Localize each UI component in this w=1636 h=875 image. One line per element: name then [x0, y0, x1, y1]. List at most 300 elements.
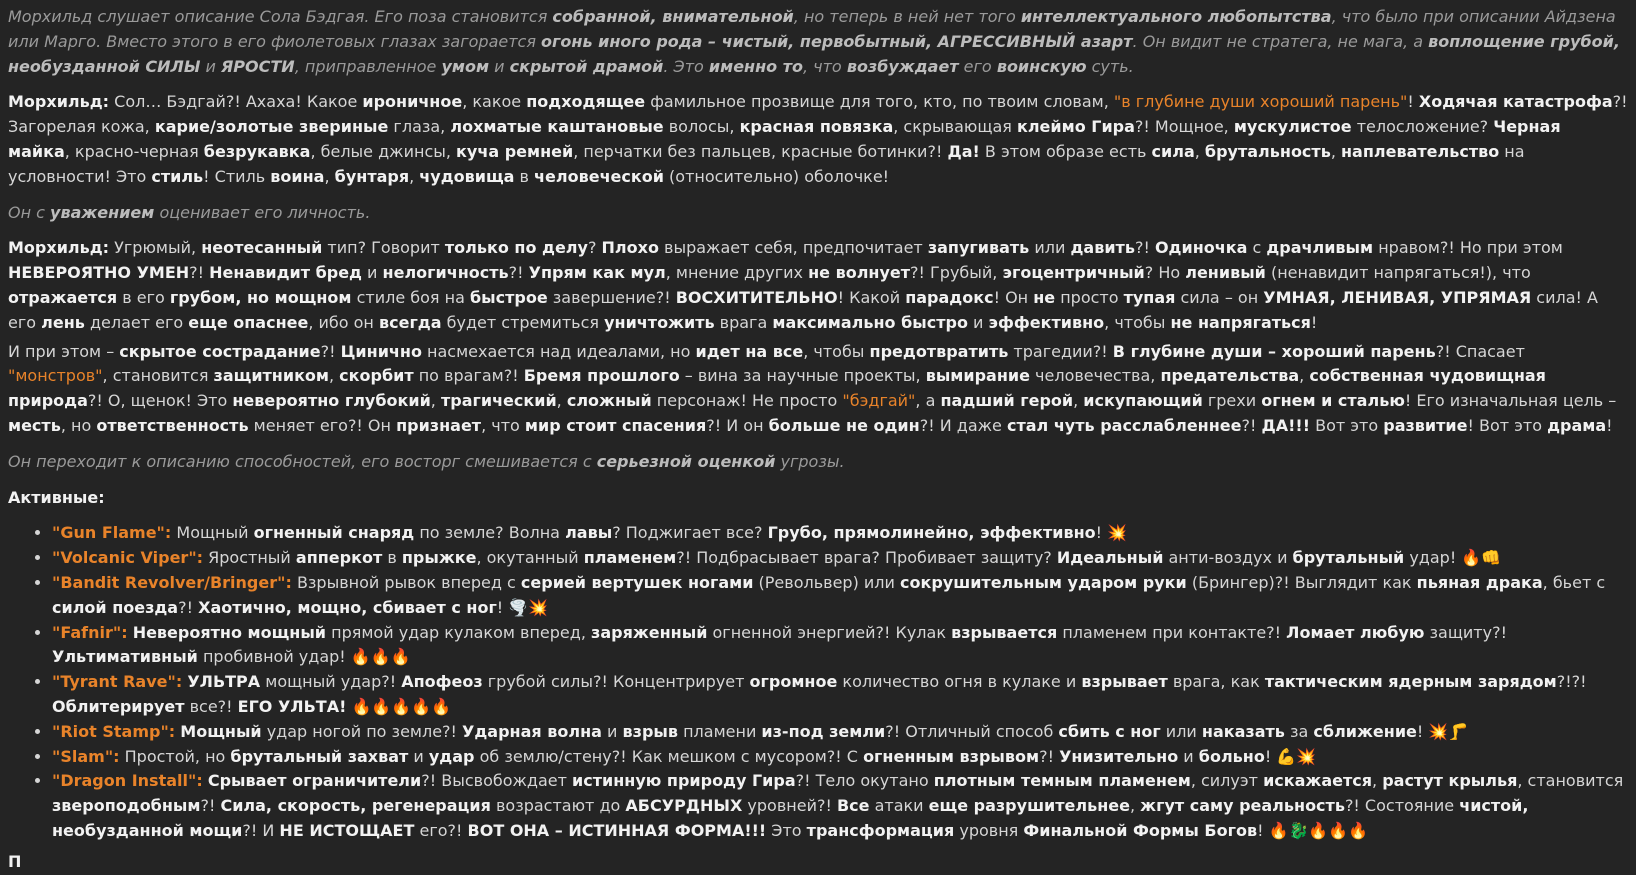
text-run: ?!	[1241, 415, 1262, 435]
emphasis: защитником	[213, 366, 329, 386]
emphasis: Одиночка	[1154, 238, 1248, 258]
emphasis: звероподобным	[52, 796, 201, 816]
text-run: пробивной удар!	[197, 647, 351, 667]
emphasis: нелогичность	[382, 263, 509, 283]
ability-item	[52, 745, 1628, 770]
text-run: мощный удар?!	[260, 672, 402, 692]
emphasis: сближение	[1313, 721, 1417, 741]
emphasis: интеллектуального любопытства	[1020, 7, 1332, 26]
text-run: защиту?!	[1424, 622, 1507, 642]
emphasis: Ходячая катастрофа	[1418, 92, 1613, 112]
text-run: (Брингер)?! Выглядит как	[1186, 572, 1417, 592]
text-run: ?! Высвобождает	[421, 771, 573, 791]
emphasis: взрывается	[951, 622, 1058, 642]
text-run: волосы,	[663, 117, 740, 137]
text-run: , становится	[1517, 771, 1624, 791]
emphasis: стиль	[151, 166, 204, 186]
emphasis: невероятно глубокий	[232, 391, 431, 411]
emphasis: Невероятно мощный	[132, 622, 327, 642]
text-run: за	[1284, 721, 1314, 741]
ability-name: "Gun Flame":	[52, 523, 172, 543]
text-run: ?	[587, 238, 602, 258]
text-run: с	[1247, 238, 1267, 258]
emoji-icon: 💪💥	[1276, 746, 1317, 766]
emphasis: отражается	[8, 287, 118, 307]
text-run: , а	[915, 391, 941, 411]
text-run: все?!	[184, 696, 238, 716]
ability-item	[52, 571, 1628, 621]
emphasis: Морхильд:	[8, 92, 110, 112]
text-run: возрастают до	[490, 796, 626, 816]
text-run: по врагам?!	[413, 366, 524, 386]
emphasis: УЛЬТРА	[187, 672, 261, 692]
text-run: завершение?!	[547, 287, 676, 307]
emphasis: идет на все	[695, 341, 804, 361]
emphasis: ироничное	[362, 92, 463, 112]
text-run: , белые джинсы,	[310, 141, 457, 161]
text-run: , мнение других	[665, 263, 809, 283]
emphasis: Сила, скорость, регенерация	[220, 796, 491, 816]
emphasis: эффективно	[988, 312, 1105, 332]
ability-name: "Tyrant Rave":	[52, 672, 183, 692]
text-run: меняет его?! Он	[248, 415, 397, 435]
narration-paragraph-3	[8, 450, 1628, 475]
emphasis: куча ремней	[456, 141, 574, 161]
text-run: , что было при описании Айдзена или Марго. Вместо этого в его фиолетовых глазах загорается	[8, 7, 1616, 51]
text-run: . Он видит не стратега, не мага, а	[1132, 31, 1429, 51]
emphasis: НЕВЕРОЯТНО УМЕН	[8, 263, 190, 283]
emphasis: искупающий	[1083, 391, 1203, 411]
text-run: !	[1264, 746, 1277, 766]
emphasis: Финальной Формы Богов	[1023, 820, 1258, 840]
emphasis: взрыв	[622, 721, 678, 741]
emphasis: брутальный	[1292, 548, 1405, 568]
text-run: ?!	[189, 263, 210, 283]
emphasis: Грубо, прямолинейно, эффективно	[767, 523, 1096, 543]
text-run: в	[514, 166, 535, 186]
text-run: ,	[556, 391, 567, 411]
text-run: на условности! Это	[8, 141, 1525, 186]
text-run: врага, как	[1167, 672, 1265, 692]
emphasis: клеймо Гира	[1016, 117, 1135, 137]
text-run: , скрывающая	[893, 117, 1017, 137]
text-run: !	[1095, 523, 1108, 543]
text-run: !	[1606, 415, 1613, 435]
text-run: ,	[324, 166, 335, 186]
text-run: , силуэт	[1190, 771, 1264, 791]
emphasis: истинную природу Гира	[572, 771, 796, 791]
text-run: ,	[1372, 771, 1383, 791]
text-run: грубой силы?! Концентрирует	[482, 672, 750, 692]
emphasis: вымирание	[925, 366, 1030, 386]
text-run: трагедии?!	[1008, 341, 1113, 361]
emphasis: лавы	[565, 523, 613, 543]
text-run: пламени	[677, 721, 762, 741]
section-heading-active: Активные:	[8, 487, 105, 507]
text-run: Простой, но	[119, 746, 231, 766]
text-run: , что	[481, 415, 525, 435]
emphasis: Облитерирует	[52, 696, 185, 716]
emphasis: парадокс	[905, 287, 994, 307]
emphasis: растут крылья	[1382, 771, 1518, 791]
emphasis: огненным взрывом	[863, 746, 1040, 766]
emphasis: воинскую	[996, 56, 1087, 76]
emphasis: сбить с ног	[1058, 721, 1161, 741]
text-run: уровней?!	[742, 796, 837, 816]
text-run: ,	[1073, 391, 1084, 411]
text-run: врага	[714, 312, 773, 332]
emoji-icon: 💥	[1107, 523, 1128, 543]
text-run: ! Его изначальная цель –	[1404, 391, 1617, 411]
text-run: ,	[329, 366, 340, 386]
ability-item	[52, 521, 1628, 546]
text-run: ?!	[508, 263, 529, 283]
emphasis: брутальный захват	[230, 746, 409, 766]
text-run: , приправленное	[294, 56, 442, 76]
emphasis: Ненавидит бред	[209, 263, 362, 283]
emoji-icon: 💥🦵	[1428, 721, 1469, 741]
text-run: оценивает его личность.	[154, 202, 371, 222]
text-run: суть.	[1086, 56, 1134, 76]
abilities-list	[8, 521, 1628, 843]
emphasis: больше не один	[768, 415, 920, 435]
emphasis: собранной, внимательной	[552, 7, 794, 26]
text-run: И при этом –	[8, 341, 120, 361]
text-run: ?! Грубый,	[910, 263, 1003, 283]
emphasis: красная повязка	[739, 117, 894, 137]
emphasis: пьяная драка	[1416, 572, 1543, 592]
emphasis: огонь иного рода – чистый, первобытный, АГРЕССИВНЫЙ азарт	[541, 31, 1133, 51]
text-run: и	[408, 746, 429, 766]
text-run: ! Стиль	[203, 166, 271, 186]
emphasis: огромное	[749, 672, 838, 692]
quote-highlight: "в глубине души хороший парень"	[1113, 92, 1408, 112]
emphasis: огнем и сталью	[1261, 391, 1405, 411]
emphasis: признает	[396, 415, 482, 435]
emphasis: тупая	[1123, 287, 1176, 307]
emphasis: огненный снаряд	[253, 523, 415, 543]
text-run: ,	[409, 166, 420, 186]
text-run: и	[489, 56, 510, 76]
emphasis: апперкот	[295, 548, 383, 568]
quote-highlight: "монстров"	[8, 366, 103, 386]
text-run: или	[1160, 721, 1202, 741]
text-run: сила – он	[1175, 287, 1264, 307]
emphasis: серьезной оценкой	[596, 451, 776, 471]
emoji-icon: 🌪️💥	[508, 597, 549, 617]
ability-item	[52, 546, 1628, 571]
emphasis: трансформация	[806, 820, 955, 840]
emphasis: УМНАЯ, ЛЕНИВАЯ, УПРЯМАЯ	[1263, 287, 1532, 307]
text-run: или	[1029, 238, 1071, 258]
text-run: ?!	[178, 597, 199, 617]
emphasis: падший герой	[940, 391, 1074, 411]
text-run: глаза,	[388, 117, 451, 137]
emphasis: только по делу	[444, 238, 588, 258]
emphasis: уничтожить	[604, 312, 715, 332]
text-run: ?! Отличный способ	[885, 721, 1059, 741]
emphasis: Бремя прошлого	[523, 366, 680, 386]
text-run: ?!	[1039, 746, 1060, 766]
ability-name: "Slam":	[52, 746, 120, 766]
text-run: и	[601, 721, 623, 741]
emphasis: драчливым	[1266, 238, 1374, 258]
emphasis: В глубине души – хороший парень	[1112, 341, 1436, 361]
text-run: , чтобы	[803, 341, 870, 361]
text-run: стиле боя на	[351, 287, 470, 307]
text-run: ?! И	[242, 820, 280, 840]
text-run: пламенем при контакте?!	[1057, 622, 1287, 642]
emphasis: Морхильд:	[8, 238, 110, 258]
text-run: ?! Подбрасывает врага? Пробивает защиту?	[676, 548, 1057, 568]
emphasis: развитие	[1383, 415, 1468, 435]
emphasis: скорбит	[339, 366, 414, 386]
text-run: количество огня в кулаке и	[837, 672, 1082, 692]
text-run: тип? Говорит	[322, 238, 445, 258]
emphasis: заряженный	[591, 622, 708, 642]
emphasis: именно то	[708, 56, 803, 76]
text-run: ?! Состояние	[1344, 796, 1460, 816]
text-run: ?!	[320, 341, 341, 361]
emphasis: тактическим ядерным зарядом	[1264, 672, 1557, 692]
narration-paragraph-2	[8, 201, 1628, 226]
text-run: человечества,	[1029, 366, 1161, 386]
emphasis: Хаотично, мощно, сбивает с ног	[198, 597, 497, 617]
emphasis: не волнует	[808, 263, 911, 283]
text-run: ?!	[200, 796, 221, 816]
emphasis: ЯРОСТИ	[220, 56, 295, 76]
text-run: ! Он	[993, 287, 1034, 307]
text-run: удар!	[1404, 548, 1462, 568]
emphasis: лохматые каштановые	[450, 117, 664, 137]
emphasis: жгут саму реальность	[1140, 796, 1345, 816]
text-run: фамильное прозвище для того, кто, по твоим словам,	[645, 92, 1114, 112]
text-run: , что	[802, 56, 847, 76]
emphasis: Срывает ограничители	[207, 771, 422, 791]
emphasis: максимально быстро	[772, 312, 968, 332]
emphasis: подходящее	[526, 92, 646, 112]
emphasis: уважением	[50, 202, 155, 222]
text-run: его?!	[414, 820, 468, 840]
text-run: Морхильд слушает описание Сола Бэдгая. Его поза становится	[8, 7, 553, 26]
emphasis: наказать	[1201, 721, 1285, 741]
emphasis: лень	[41, 312, 85, 332]
emphasis: не напрягаться	[1170, 312, 1311, 332]
emphasis: человеческой	[534, 166, 664, 186]
text-run: выражает себя, предпочитает	[658, 238, 928, 258]
ability-item	[52, 769, 1628, 843]
emphasis: запугивать	[927, 238, 1030, 258]
text-run: , но теперь в ней нет того	[793, 7, 1021, 26]
text-run: нравом?! Но при этом	[1373, 238, 1563, 258]
text-run: – вина за научные проекты,	[679, 366, 926, 386]
text-run: персонаж! Не просто	[651, 391, 843, 411]
emphasis: еще разрушительнее	[928, 796, 1130, 816]
emphasis: предотвратить	[869, 341, 1009, 361]
emphasis: мускулистое	[1233, 117, 1352, 137]
text-run: , красно-черная	[64, 141, 204, 161]
text-run: !	[1416, 721, 1429, 741]
text-run: ,	[430, 391, 441, 411]
emphasis: Ломает любую	[1286, 622, 1425, 642]
text-run: ? Но	[1144, 263, 1186, 283]
emphasis: бунтаря	[334, 166, 410, 186]
text-run: Вот это	[1310, 415, 1384, 435]
emphasis: НЕ ИСТОЩАЕТ	[279, 820, 415, 840]
ability-name: "Dragon Install":	[52, 771, 203, 791]
emphasis: прыжке	[401, 548, 477, 568]
text-run: ,	[1299, 366, 1310, 386]
text-run: !	[1310, 312, 1318, 332]
emphasis: из-под земли	[761, 721, 886, 741]
emphasis: Все	[836, 796, 870, 816]
text-run: прямой удар кулаком вперед,	[326, 622, 592, 642]
emphasis: грубом, но мощном	[169, 287, 352, 307]
text-run: ?! Мощное,	[1134, 117, 1234, 137]
text-run: и	[361, 263, 383, 283]
text-run: ?! И он	[706, 415, 769, 435]
text-run: Мощный	[171, 523, 254, 543]
text-run: делает его	[84, 312, 189, 332]
text-run: Это	[766, 820, 807, 840]
emphasis: воина	[270, 166, 325, 186]
emphasis: чудовища	[419, 166, 515, 186]
emphasis: искажается	[1263, 771, 1373, 791]
text-run: Он с	[8, 202, 51, 222]
emphasis: Мощный	[180, 721, 262, 741]
emphasis: ВОТ ОНА – ИСТИННАЯ ФОРМА!!!	[467, 820, 767, 840]
emphasis: эгоцентричный	[1002, 263, 1145, 283]
text-run: грехи	[1202, 391, 1262, 411]
text-run: !	[1407, 92, 1419, 112]
text-run: ?! И даже	[919, 415, 1007, 435]
emphasis: удар	[428, 746, 475, 766]
dialogue-paragraph-2	[8, 236, 1628, 335]
emoji-icon: 🔥👊	[1461, 548, 1502, 568]
emphasis: возбуждает	[846, 56, 959, 76]
text-run: и	[200, 56, 221, 76]
text-run: его	[958, 56, 997, 76]
emphasis: карие/золотые звериные	[154, 117, 389, 137]
text-run: Угрюмый,	[109, 238, 202, 258]
text-run: в	[382, 548, 402, 568]
trailing-text: П	[8, 851, 22, 871]
emphasis: Черная майка	[8, 117, 1561, 161]
text-run: ,	[1129, 796, 1141, 816]
emphasis: ДА!!!	[1261, 415, 1311, 435]
dialogue-paragraph-1	[8, 90, 1628, 189]
text-run: . Это	[663, 56, 709, 76]
emphasis: брутальность	[1204, 141, 1331, 161]
emphasis: серией вертушек ногами	[520, 572, 754, 592]
text-run: В этом образе есть	[979, 141, 1152, 161]
emphasis: всегда	[378, 312, 442, 332]
emphasis: сокрушительным ударом руки	[900, 572, 1187, 592]
text-run: по земле? Волна	[414, 523, 566, 543]
emphasis: сложный	[566, 391, 652, 411]
emphasis: Ультимативный	[52, 647, 198, 667]
emoji-icon: 🔥🐉🔥🔥🔥	[1268, 820, 1369, 840]
emphasis: Плохо	[601, 238, 659, 258]
text-run: угрозы.	[775, 451, 845, 471]
ability-item	[52, 670, 1628, 720]
emphasis: Да!	[947, 141, 980, 161]
text-run: ! Вот это	[1467, 415, 1548, 435]
text-run: и	[967, 312, 989, 332]
emphasis: не	[1033, 287, 1056, 307]
text-run: , чтобы	[1104, 312, 1171, 332]
emphasis: плотным темным пламенем	[933, 771, 1191, 791]
emphasis: ВОСХИТИТЕЛЬНО	[675, 287, 838, 307]
emphasis: наплевательство	[1340, 141, 1500, 161]
text-run: , но	[60, 415, 97, 435]
text-run: будет стремиться	[441, 312, 605, 332]
text-run: , перчатки без пальцев, красные ботинки?!	[573, 141, 948, 161]
emphasis: давить	[1070, 238, 1135, 258]
text-run: ? Поджигает все?	[612, 523, 768, 543]
emphasis: Апофеоз	[401, 672, 483, 692]
text-run: (ненавидит напрягаться!), что	[1265, 263, 1531, 283]
text-run: телосложение?	[1351, 117, 1494, 137]
emphasis: Унизительно	[1059, 746, 1179, 766]
text-run: насмехается над идеалами, но	[421, 341, 696, 361]
emphasis: умом	[441, 56, 490, 76]
emphasis: предательства	[1160, 366, 1300, 386]
text-run: об землю/стену?! Как мешком с мусором?! С	[474, 746, 864, 766]
ability-name: "Riot Stamp":	[52, 721, 176, 741]
emphasis: Цинично	[340, 341, 422, 361]
text-run: !	[496, 597, 509, 617]
emphasis: месть	[8, 415, 61, 435]
emphasis: сила	[1151, 141, 1195, 161]
text-run: , какое	[462, 92, 527, 112]
emphasis: ленивый	[1185, 263, 1266, 283]
text-run: огненной энергией?! Кулак	[707, 622, 952, 642]
text-run: ,	[1194, 141, 1205, 161]
emphasis: пламенем	[583, 548, 677, 568]
text-run: ,	[1330, 141, 1341, 161]
ability-item	[52, 720, 1628, 745]
emphasis: больно	[1198, 746, 1265, 766]
emphasis: Ударная волна	[462, 721, 602, 741]
emphasis: неотесанный	[201, 238, 323, 258]
dialogue-paragraph-3	[8, 340, 1628, 439]
text-run: анти-воздух и	[1163, 548, 1293, 568]
emphasis: Идеальный	[1056, 548, 1164, 568]
emphasis: собственная чудовищная природа	[8, 366, 1546, 411]
text-run: в его	[117, 287, 170, 307]
ability-name: "Fafnir":	[52, 622, 128, 642]
emphasis: чистой, необузданной мощи	[52, 796, 1529, 840]
text-run: (относительно) оболочке!	[663, 166, 890, 186]
emphasis: скрытой драмой	[509, 56, 664, 76]
emphasis: безрукавка	[203, 141, 311, 161]
narration-paragraph-1	[8, 5, 1628, 79]
text-run: , ибо он	[308, 312, 379, 332]
text-run: Он переходит к описанию способностей, его восторг смешивается с	[8, 451, 597, 471]
emphasis: ответственность	[96, 415, 249, 435]
quote-highlight: "бэдгай"	[842, 391, 916, 411]
emphasis: ЕГО УЛЬТА!	[237, 696, 347, 716]
emphasis: воплощение грубой, необузданной СИЛЫ	[8, 31, 1620, 76]
text-run: ?! Загорелая кожа,	[8, 92, 1628, 137]
text-run: атаки	[869, 796, 929, 816]
emphasis: быстрое	[469, 287, 548, 307]
ability-item	[52, 621, 1628, 671]
emoji-icon: 🔥🔥🔥🔥🔥	[351, 696, 452, 716]
text-run: Сол… Бэдгай?! Ахаха! Какое	[109, 92, 363, 112]
emphasis: еще опаснее	[188, 312, 309, 332]
